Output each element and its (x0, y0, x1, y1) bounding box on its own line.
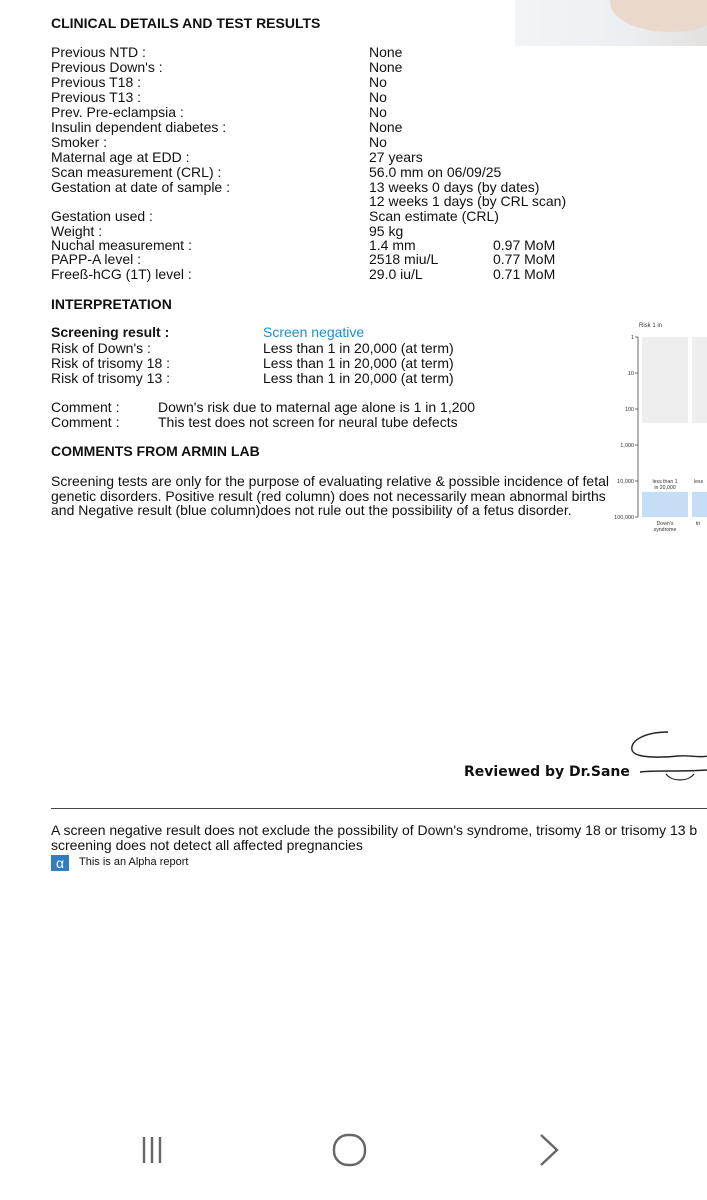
chart-ticks (614, 335, 638, 521)
clinical-value: 1.4 mm (369, 237, 416, 253)
reviewed-by: Reviewed by Dr.Sane (464, 764, 630, 780)
lab-comments-heading: COMMENTS FROM ARMIN LAB (51, 443, 260, 459)
screening-result-label: Screening result : (51, 324, 170, 340)
chart-category-label: Down's syndrome (653, 521, 677, 533)
signature-icon (628, 728, 707, 788)
chart-tick-label: 10,000 (617, 479, 634, 485)
alpha-report-text: This is an Alpha report (79, 856, 189, 868)
chart-bar-label: less (694, 478, 704, 485)
recent-apps-button[interactable] (122, 1128, 182, 1172)
risk-value: Less than 1 in 20,000 (at term) (263, 370, 454, 386)
comment-value: This test does not screen for neural tube defects (158, 414, 458, 430)
risk-label: Risk of Down's : (51, 340, 151, 356)
home-button[interactable] (320, 1128, 380, 1172)
comment-label: Comment : (51, 399, 120, 415)
risk-label: Risk of trisomy 13 : (51, 370, 171, 386)
chart-tick-label: 100,000 (614, 515, 634, 521)
lab-comments-paragraph: Screening tests are only for the purpose of evaluating relative & possible incidence of fetal genetic disorders. Positive result (red column) does not necessarily mean abnormal births and Negative result (blue column)does not rule out the possibility of a fetus disorder. (51, 473, 609, 518)
clinical-value: 13 weeks 0 days (by dates) (369, 179, 540, 195)
screening-result-value: Screen negative (263, 324, 365, 340)
clinical-label: Previous NTD : (51, 44, 146, 60)
risk-value: Less than 1 in 20,000 (at term) (263, 340, 454, 356)
mom-value: 0.71 MoM (493, 266, 556, 282)
clinical-label: Smoker : (51, 134, 108, 150)
chart-category-label: tri (695, 521, 701, 527)
clinical-value: 27 years (369, 149, 423, 165)
baby-hand-image (610, 0, 707, 32)
clinical-label: Nuchal measurement : (51, 237, 192, 253)
comment-label: Comment : (51, 414, 120, 430)
home-icon (331, 1131, 369, 1169)
clinical-label: PAPP-A level : (51, 251, 142, 267)
chart-panel-2 (692, 337, 707, 423)
interpretation-heading: INTERPRETATION (51, 296, 172, 312)
risk-chart-svg (600, 315, 707, 545)
chart-tick-label: 100 (624, 407, 634, 413)
clinical-value: None (369, 44, 403, 60)
footer-disclaimer (51, 823, 707, 853)
clinical-value: 95 kg (369, 223, 404, 239)
clinical-label: Previous T13 : (51, 89, 142, 105)
clinical-value: 29.0 iu/L (369, 266, 423, 282)
clinical-label: Previous Down's : (51, 59, 163, 75)
clinical-value: Scan estimate (CRL) (369, 208, 499, 224)
alpha-icon: α (51, 855, 69, 871)
recent-apps-icon (135, 1133, 169, 1167)
clinical-value: 56.0 mm on 06/09/25 (369, 164, 502, 180)
clinical-label: Maternal age at EDD : (51, 149, 190, 165)
footer-line-2: screening does not detect all affected pregnancies (51, 837, 363, 853)
mom-value: 0.77 MoM (493, 251, 556, 267)
chart-bar (642, 492, 688, 517)
clinical-label: Prev. Pre-eclampsia : (51, 104, 184, 120)
clinical-value: 2518 miu/L (369, 251, 439, 267)
chart-bar-label: less than 1 in 20,000 (652, 478, 678, 491)
clinical-value: No (369, 89, 387, 105)
chart-title: Risk 1 in (639, 323, 663, 329)
chart-tick-label: 10 (627, 371, 634, 377)
clinical-label: Scan measurement (CRL) : (51, 164, 222, 180)
risk-label: Risk of trisomy 18 : (51, 355, 171, 371)
clinical-value: None (369, 119, 403, 135)
mom-value: 0.97 MoM (493, 237, 556, 253)
header-photo (515, 0, 707, 46)
clinical-label: Freeß-hCG (1T) level : (51, 266, 192, 282)
clinical-label: Gestation used : (51, 208, 153, 224)
clinical-label: Gestation at date of sample : (51, 179, 230, 195)
clinical-label: Insulin dependent diabetes : (51, 119, 227, 135)
clinical-heading: CLINICAL DETAILS AND TEST RESULTS (51, 15, 321, 31)
clinical-value: No (369, 74, 387, 90)
clinical-value: No (369, 104, 387, 120)
risk-chart (600, 315, 707, 545)
clinical-value: 12 weeks 1 days (by CRL scan) (369, 193, 567, 209)
footer-line-1: A screen negative result does not exclude the possibility of Down's syndrome, trisomy 18 or trisomy 13 b (51, 822, 698, 838)
clinical-label: Previous T18 : (51, 74, 142, 90)
footer-divider (51, 808, 707, 809)
chart-tick-label: 1,000 (620, 443, 634, 449)
chart-tick-label: 1 (630, 335, 634, 341)
chart-bars (642, 479, 707, 533)
back-icon (531, 1131, 565, 1169)
clinical-value: None (369, 59, 403, 75)
comment-value: Down's risk due to maternal age alone is 1 in 1,200 (158, 399, 476, 415)
risk-value: Less than 1 in 20,000 (at term) (263, 355, 454, 371)
chart-bar (692, 492, 707, 517)
chart-panel-1 (642, 337, 688, 423)
back-button[interactable] (518, 1128, 578, 1172)
clinical-label: Weight : (51, 223, 103, 239)
clinical-value: No (369, 134, 387, 150)
